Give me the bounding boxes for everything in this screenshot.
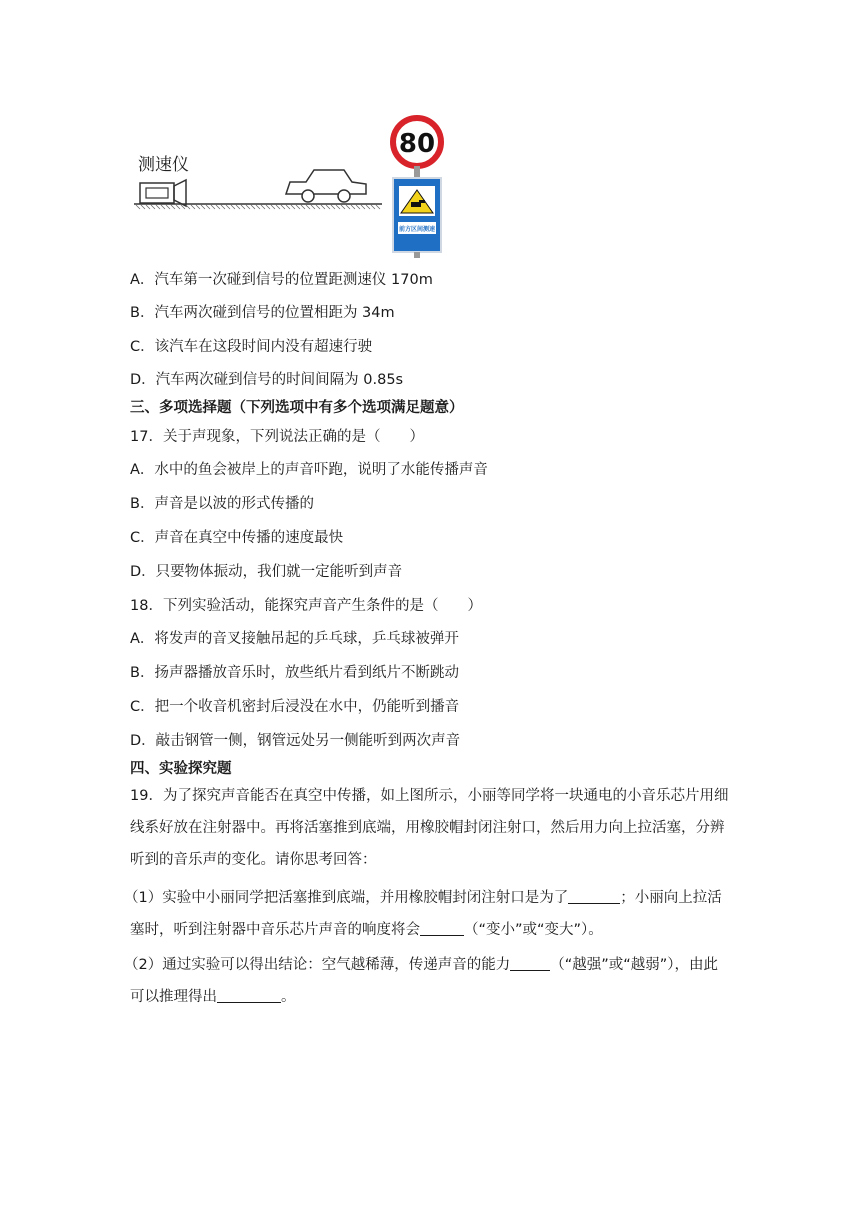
car-icon — [286, 170, 366, 202]
q16-option-d: D．汽车两次碰到信号的时间间隔为 0.85s — [130, 372, 404, 388]
q19-blank-4[interactable] — [217, 988, 281, 1003]
q17-option-d: D．只要物体振动，我们就一定能听到声音 — [130, 564, 403, 580]
q17-option-b: B．声音是以波的形式传播的 — [130, 496, 314, 512]
q19-part1-text-c: （“变小”或“变大”）。 — [464, 922, 603, 938]
section4-title: 四、实验探究题 — [130, 761, 232, 777]
q17-stem: 17．关于声现象，下列说法正确的是（ ） — [130, 429, 424, 445]
q19-part1-text-a: （1）实验中小丽同学把活塞推到底端，并用橡胶帽封闭注射口是为了 — [124, 890, 569, 906]
q19-blank-2[interactable] — [420, 921, 464, 936]
q19-part1 — [124, 882, 730, 946]
section3-title: 三、多项选择题（下列选项中有多个选项满足题意） — [130, 400, 464, 416]
q19-part2-text-c: 。 — [281, 989, 296, 1005]
speed-limit-value: 80 — [398, 129, 436, 159]
ground-line — [134, 204, 382, 209]
q19-blank-1[interactable] — [568, 889, 620, 904]
q19-part1-text-b: ；小丽向上拉活塞时，听到注射器中音乐芯片声音的响度将会 — [130, 890, 722, 938]
q17-option-c: C．声音在真空中传播的速度最快 — [130, 530, 344, 546]
q19-stem: 19．为了探究声音能否在真空中传播，如上图所示，小丽等同学将一块通电的小音乐芯片用细线系好放在注射器中。再将活塞推到底端，用橡胶帽封闭注射口，然后用力向上拉活塞，分辨听到的音乐声的变化。请你思考回答： — [130, 788, 729, 868]
speed-device-icon — [140, 180, 186, 206]
sign-caption: 前方区间测速 — [398, 226, 436, 233]
q18-option-b: B．扬声器播放音乐时，放些纸片看到纸片不断跳动 — [130, 665, 459, 681]
q16-option-b: B．汽车两次碰到信号的位置相距为 34m — [130, 305, 395, 321]
speed-camera-sign-icon — [393, 178, 441, 258]
q19-part2 — [124, 949, 730, 1013]
q18-option-d: D．敲击钢管一侧，钢管远处另一侧能听到两次声音 — [130, 733, 461, 749]
q19-blank-3[interactable] — [510, 956, 550, 971]
q16-option-a: A．汽车第一次碰到信号的位置距测速仪 170m — [130, 272, 433, 288]
q16-option-c: C．该汽车在这段时间内没有超速行驶 — [130, 339, 373, 355]
q18-option-c: C．把一个收音机密封后浸没在水中，仍能听到播音 — [130, 699, 460, 715]
q18-stem: 18．下列实验活动，能探究声音产生条件的是（ ） — [130, 598, 482, 614]
q19-part2-text-b: （“越强”或“越弱”），由此可以推理得出 — [130, 957, 719, 1005]
q17-option-a: A．水中的鱼会被岸上的声音吓跑，说明了水能传播声音 — [130, 462, 488, 478]
speed-measurement-figure — [130, 108, 460, 258]
q18-option-a: A．将发声的音叉接触吊起的乒乓球，乒乓球被弹开 — [130, 631, 459, 647]
device-label: 测速仪 — [138, 155, 189, 175]
q19-part2-text-a: （2）通过实验可以得出结论：空气越稀薄，传递声音的能力 — [124, 957, 511, 973]
speed-limit-sign-icon — [393, 118, 441, 178]
